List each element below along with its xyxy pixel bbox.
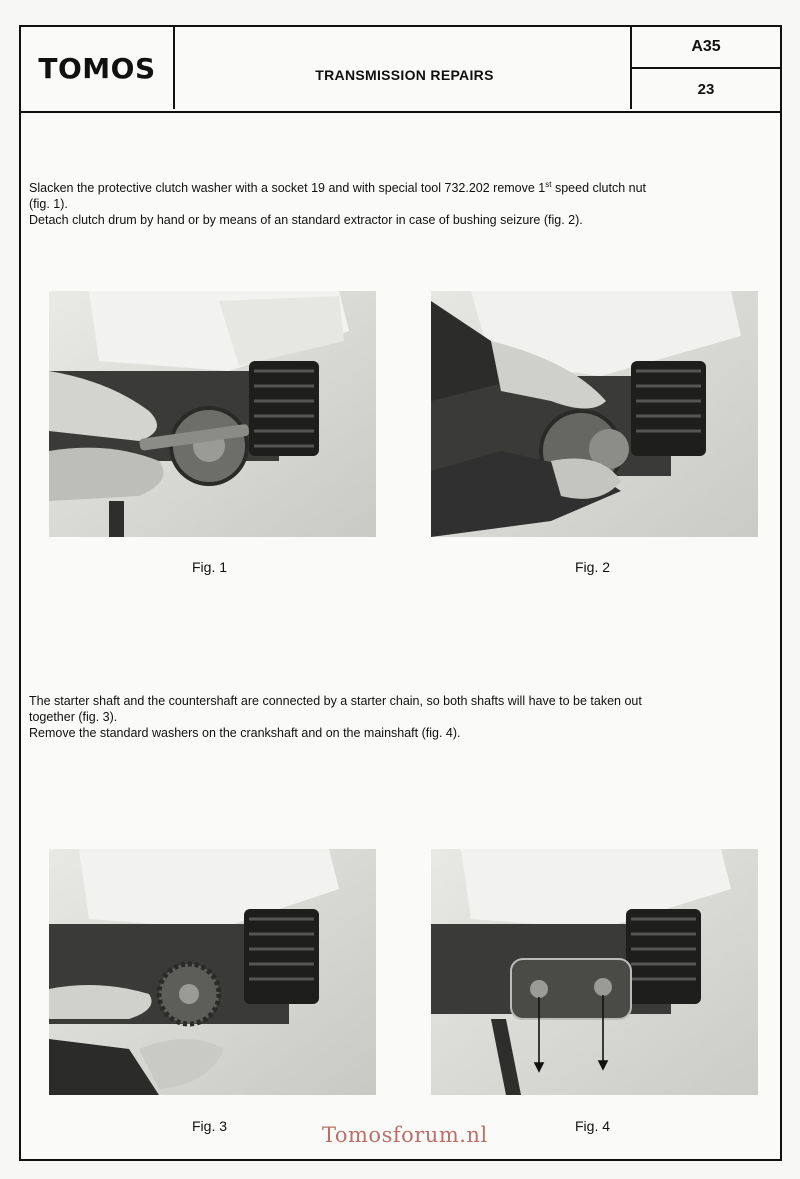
logo-text: TOMOS: [38, 51, 156, 85]
photo-fig-4: [431, 849, 758, 1095]
paragraph-2-line-1: The starter shaft and the countershaft are connected by a starter chain, so both shafts will have to be taken out: [29, 694, 642, 708]
paragraph-1-line-2: (fig. 1).: [29, 197, 68, 211]
code-box: [630, 27, 780, 109]
page-header: [21, 27, 780, 113]
watermark-text: Tomosforum.nl: [322, 1123, 488, 1147]
paragraph-2-line-3: Remove the standard washers on the crankshaft and on the mainshaft (fig. 4).: [29, 726, 461, 740]
section-code: A35: [632, 27, 780, 69]
photo-fig-2: [431, 291, 758, 537]
caption-fig-2: Fig. 2: [575, 559, 611, 575]
page-number: 23: [697, 80, 715, 98]
photo-fig-1: [49, 291, 376, 537]
page-title: TRANSMISSION REPAIRS: [315, 67, 494, 83]
paragraph-2-line-2: together (fig. 3).: [29, 710, 118, 724]
instruction-paragraph-2: [29, 693, 739, 741]
tomos-logo: [21, 27, 175, 109]
caption-fig-1: Fig. 1: [192, 559, 228, 575]
instruction-paragraph-1: [29, 180, 739, 228]
caption-fig-4: Fig. 4: [575, 1118, 611, 1134]
paragraph-1-line-3: Detach clutch drum by hand or by means of an standard extractor in case of bushing seizure (fig. 2).: [29, 213, 583, 227]
paragraph-1-line-1: Slacken the protective clutch washer with a socket 19 and with special tool 732.202 remove 1st speed clutch nut: [29, 179, 647, 195]
photo-fig-3: [49, 849, 376, 1095]
caption-fig-3: Fig. 3: [192, 1118, 228, 1134]
